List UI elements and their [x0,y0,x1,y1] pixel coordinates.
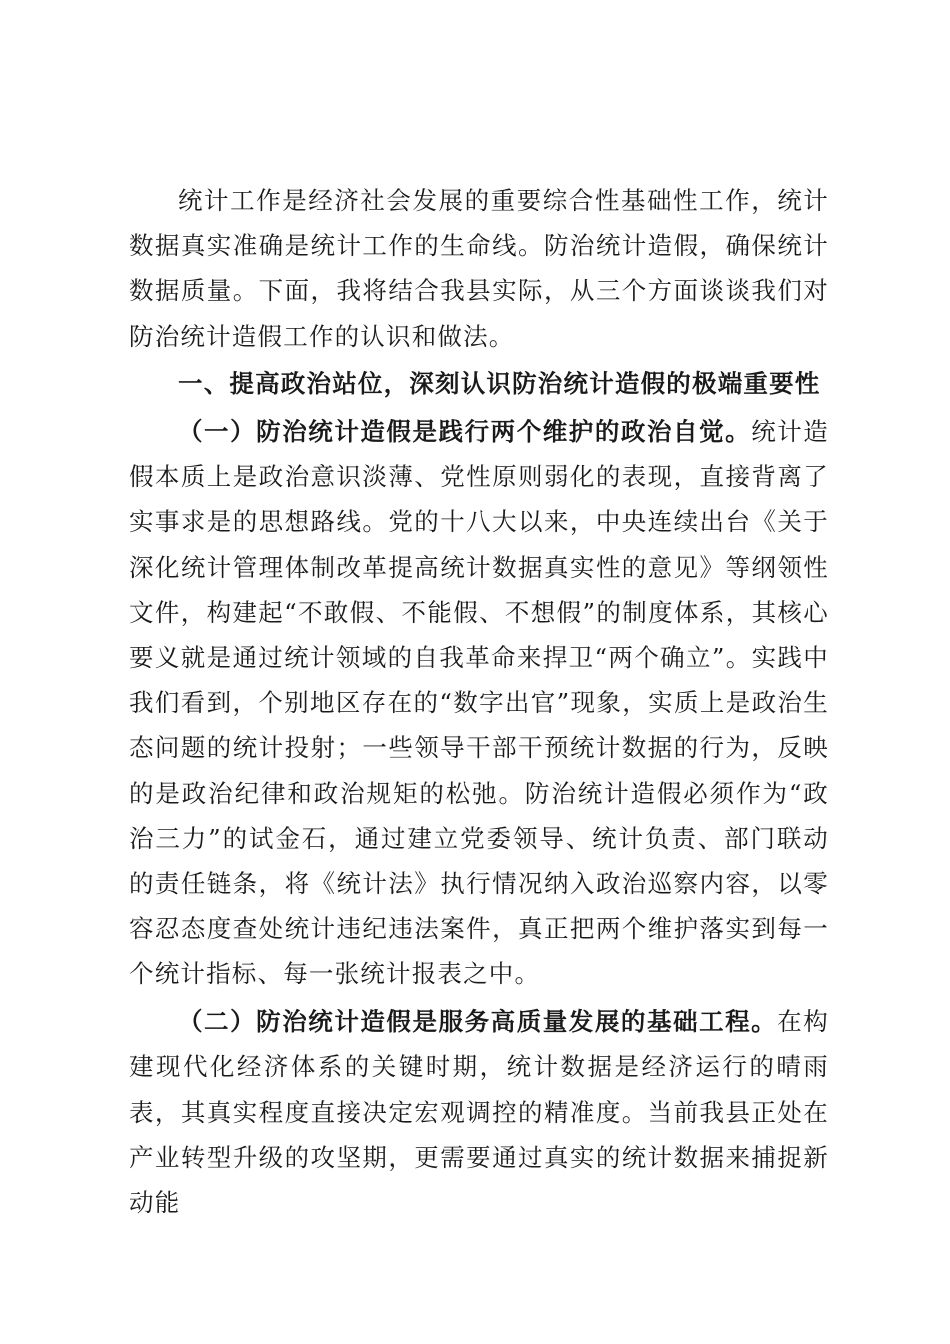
section-heading-1: 一、提高政治站位，深刻认识防治统计造假的极端重要性 [178,369,821,399]
document-body [129,178,829,1228]
subsection-2-paragraph [129,999,829,1225]
intro-paragraph: 统计工作是经济社会发展的重要综合性基础性工作，统计数据真实准确是统计工作的生命线。防治统计造假，确保统计数据质量。下面，我将结合我县实际，从三个方面谈谈我们对防治统计造假工作的认识和做法。 [129,186,829,351]
subsection-2-lead: （二）防治统计造假是服务高质量发展的基础工程。 [178,1007,778,1037]
subsection-1-body: 统计造假本质上是政治意识淡薄、党性原则弱化的表现，直接背离了实事求是的思想路线。党的十八大以来，中央连续出台《关于深化统计管理体制改革提高统计数据真实性的意见》等纲领性文件，构建起“不敢假、不能假、不想假”的制度体系，其核心要义就是通过统计领域的自我革命来捍卫“两个确立”。实践中我们看到，个别地区存在的“数字出官”现象，实质上是政治生态问题的统计投射；一些领导干部干预统计数据的行为，反映的是政治纪律和政治规矩的松弛。防治统计造假必须作为“政治三力”的试金石，通过建立党委领导、统计负责、部门联动的责任链条，将《统计法》执行情况纳入政治巡察内容，以零容忍态度查处统计违纪违法案件，真正把两个维护落实到每一个统计指标、每一张统计报表之中。 [129,417,829,989]
subsection-1-paragraph [129,409,829,997]
subsection-2-body: 在构建现代化经济体系的关键时期，统计数据是经济运行的晴雨表，其真实程度直接决定宏观调控的精准度。当前我县正处在产业转型升级的攻坚期，更需要通过真实的统计数据来捕捉新动能 [129,1007,829,1217]
subsection-1-lead: （一）防治统计造假是践行两个维护的政治自觉。 [178,417,752,447]
